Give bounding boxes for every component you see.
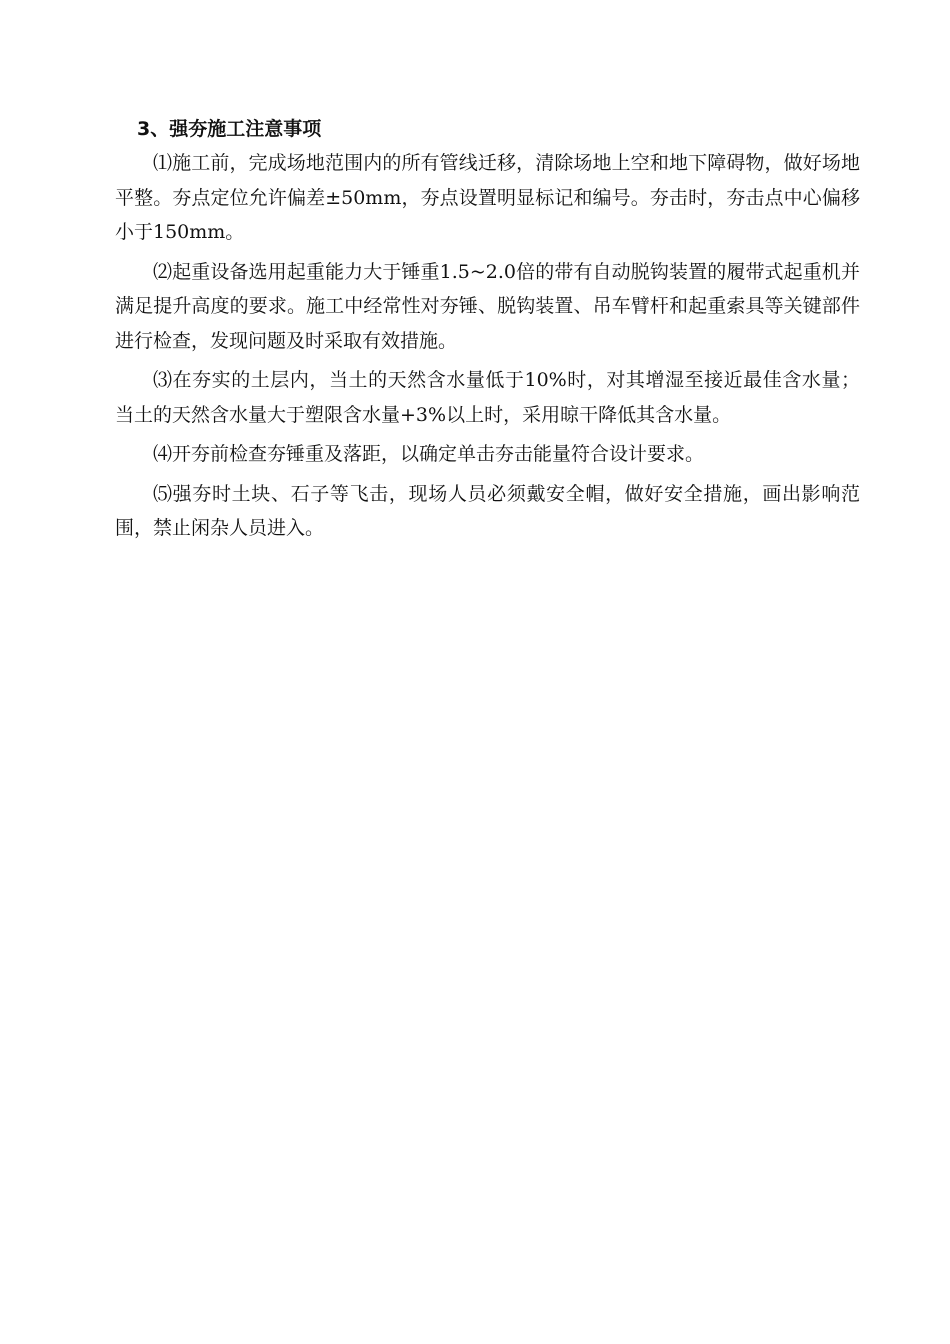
- paragraph-3: ⑶在夯实的土层内，当土的天然含水量低于10%时，对其增湿至接近最佳含水量；当土的天然含水量大于塑限含水量+3%以上时，采用晾干降低其含水量。: [115, 369, 860, 426]
- section-heading: 3、强夯施工注意事项: [137, 118, 322, 140]
- paragraph-1: ⑴施工前，完成场地范围内的所有管线迁移，清除场地上空和地下障碍物，做好场地平整。夯点定位允许偏差±50mm，夯点设置明显标记和编号。夯击时，夯击点中心偏移小于150mm。: [115, 152, 860, 243]
- paragraph-5: ⑸强夯时土块、石子等飞击，现场人员必须戴安全帽，做好安全措施，画出影响范围，禁止闲杂人员进入。: [115, 482, 860, 539]
- paragraph-2: ⑵起重设备选用起重能力大于锤重1.5~2.0倍的带有自动脱钩装置的履带式起重机并满足提升高度的要求。施工中经常性对夯锤、脱钩装置、吊车臂杆和起重索具等关键部件进行检查，发现问题及时采取有效措施。: [115, 260, 860, 352]
- document-page: [115, 112, 860, 551]
- paragraph-4: ⑷开夯前检查夯锤重及落距，以确定单击夯击能量符合设计要求。: [153, 443, 705, 465]
